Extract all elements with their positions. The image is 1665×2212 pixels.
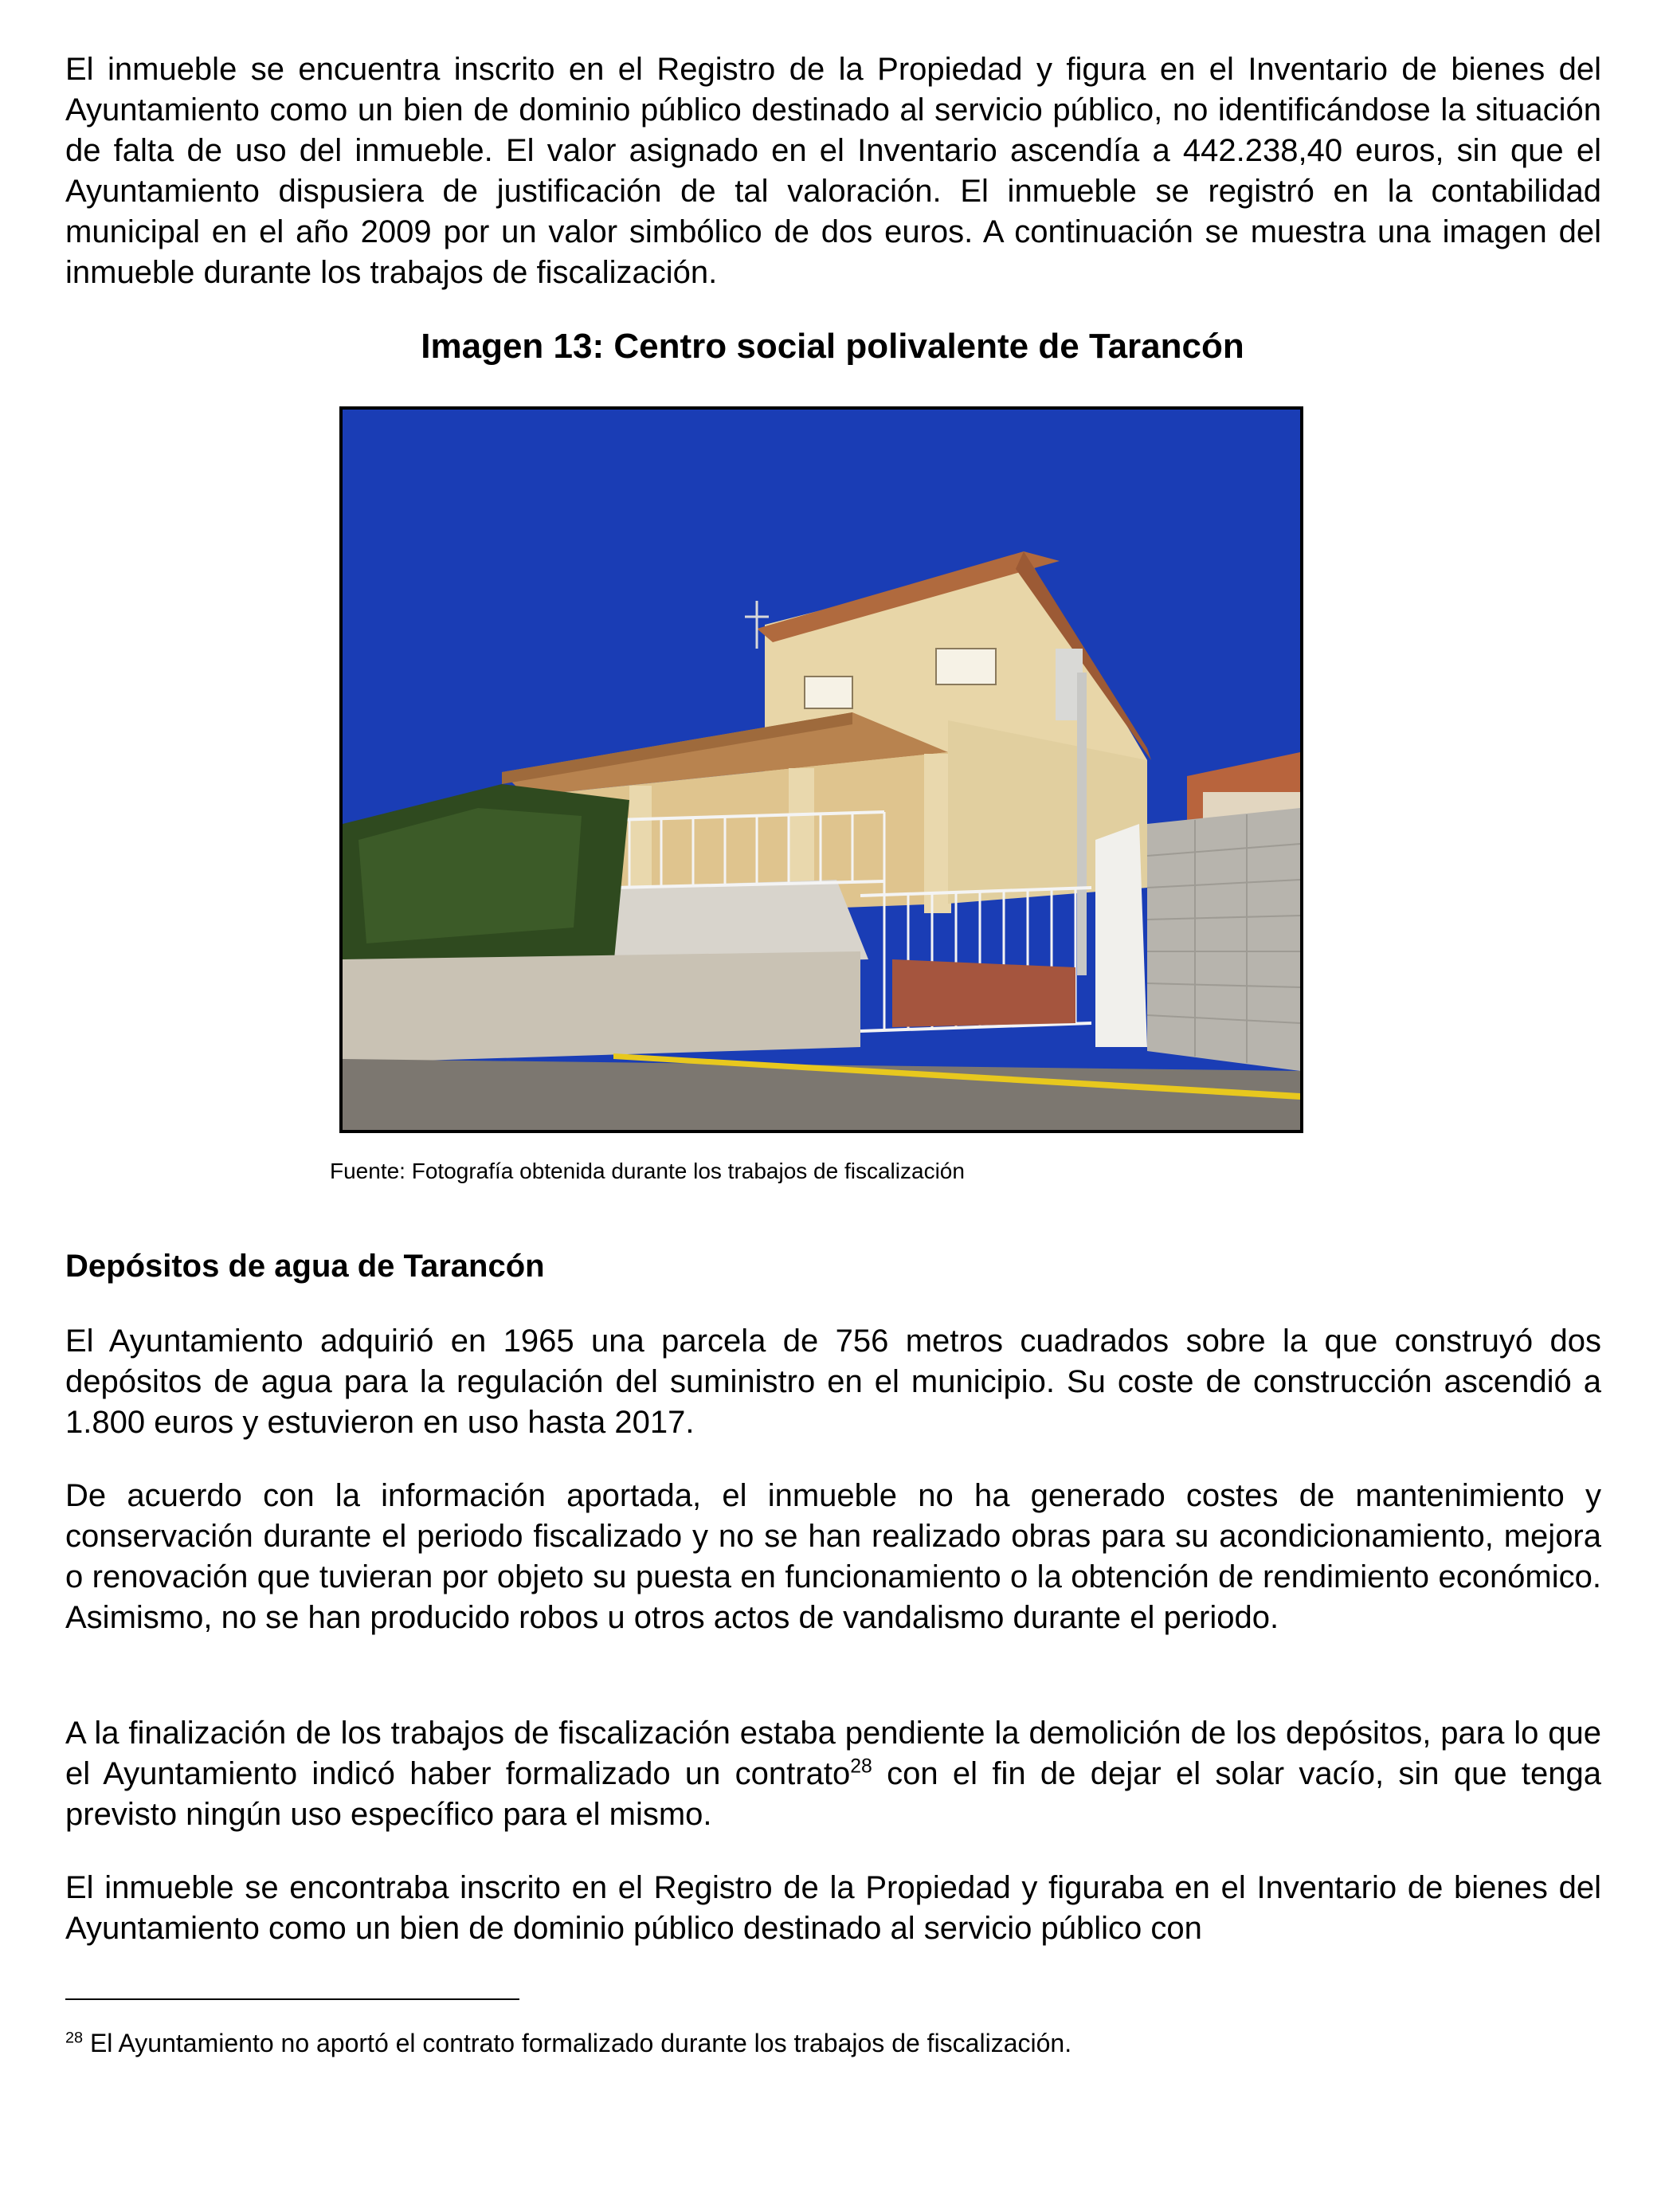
paragraph-inventory-value: El inmueble se encuentra inscrito en el Registro de la Propiedad y figura en el Inventario de bienes del Ayuntamiento como un bien de dominio público destinado al servicio público, no identificándose la situación de falta de uso del inmueble. El valor asignado en el Inventario ascendía a 442.238,40 euros, sin que el Ayuntamiento dispusiera de justificación de tal valoración. El inmueble se registró en la contabilidad municipal en el año 2009 por un valor simbólico de dos euros. A continuación se muestra una imagen del inmueble durante los trabajos de fiscalización.	[65, 52, 1601, 290]
building-photo-illustration	[343, 410, 1300, 1130]
footnote-text: El Ayuntamiento no aportó el contrato formalizado durante los trabajos de fiscalización.	[83, 2029, 1072, 2057]
figure-title: Imagen 13: Centro social polivalente de Tarancón	[421, 327, 1244, 366]
paragraph-demolition-start: A la finalización de los trabajos de fiscalización estaba pendiente la demolición de los depósitos, para lo que el Ayuntamiento indicó haber formalizado un contrato	[65, 1716, 1601, 1791]
figure-source: Fuente: Fotografía obtenida durante los trabajos de fiscalización	[330, 1159, 965, 1183]
paragraph-acquisition: El Ayuntamiento adquirió en 1965 una parcela de 756 metros cuadrados sobre la que construyó dos depósitos de agua para la regulación del suministro en el municipio. Su coste de construcción ascendió a 1.800 euros y estuvieron en uso hasta 2017.	[65, 1324, 1601, 1440]
footnote-reference[interactable]: 28	[850, 1755, 872, 1778]
building-photo	[339, 406, 1303, 1133]
footnote-separator	[65, 1998, 519, 2000]
paragraph-maintenance: De acuerdo con la información aportada, el inmueble no ha generado costes de mantenimiento y conservación durante el periodo fiscalizado y no se han realizado obras para su acondicionamiento, mejora o renovación que tuvieran por objeto su puesta en funcionamiento o la obtención de rendimiento económico. Asimismo, no se han producido robos u otros actos de vandalismo durante el periodo.	[65, 1478, 1601, 1635]
section-heading: Depósitos de agua de Tarancón	[65, 1249, 545, 1284]
paragraph-registry: El inmueble se encontraba inscrito en el Registro de la Propiedad y figuraba en el Inventario de bienes del Ayuntamiento como un bien de dominio público destinado al servicio público con	[65, 1870, 1601, 1946]
footnote-number: 28	[65, 2029, 84, 2047]
paragraph-demolition	[65, 1713, 1601, 1835]
paragraph-demolition-end: con el fin de dejar el solar vacío, sin que tenga previsto ningún uso específico para el mismo.	[65, 1756, 1601, 1832]
footnote	[65, 2027, 1071, 2059]
